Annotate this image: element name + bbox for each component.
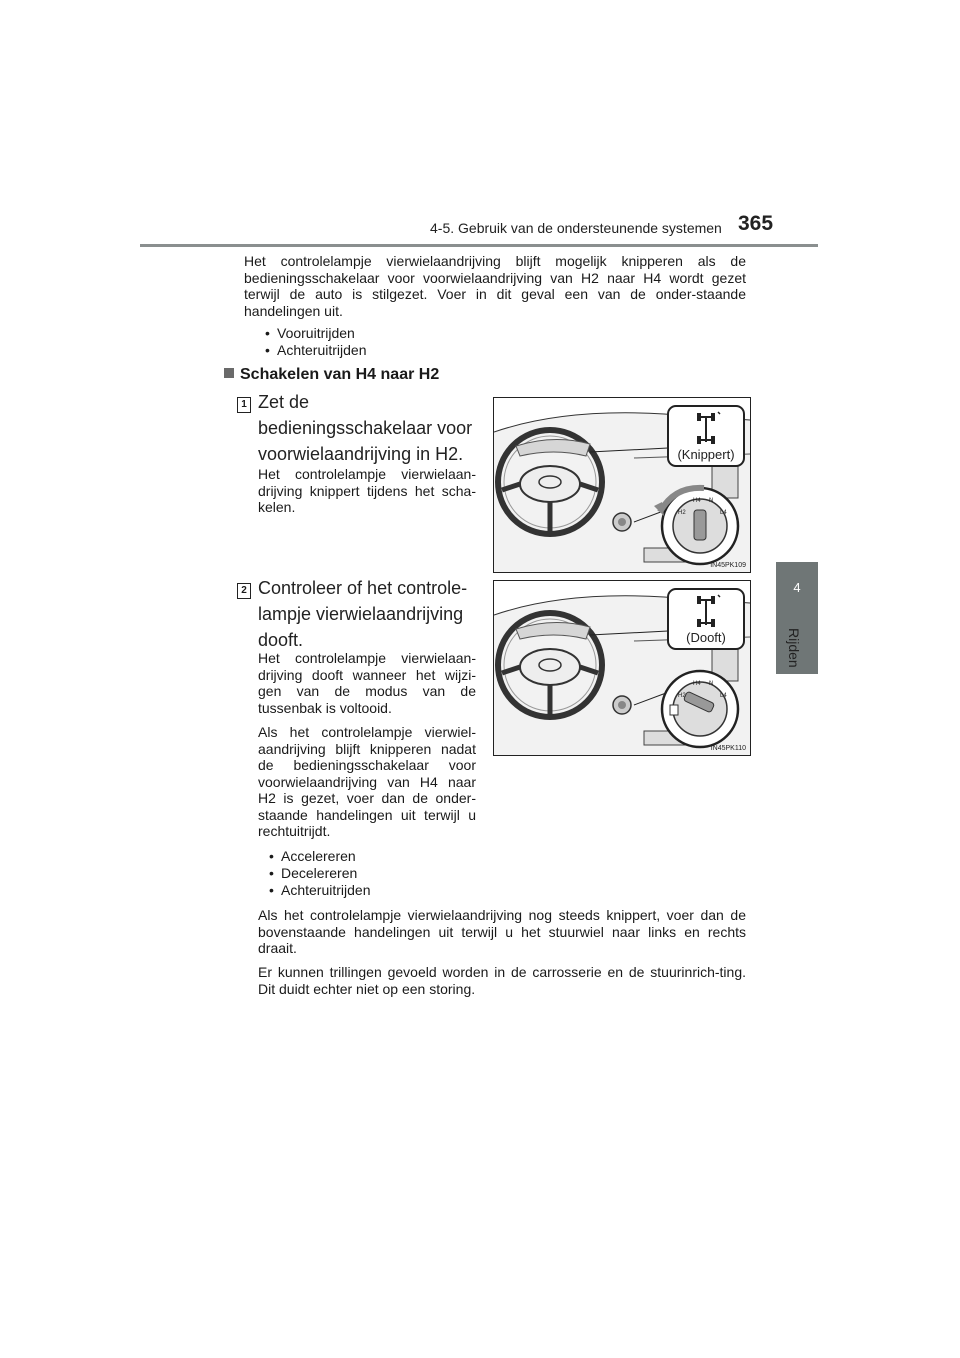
dial-label-n: N [709,681,714,687]
step-2-title: Controleer of het controle-lampje vierwielaandrijving dooft. [258,578,468,650]
dial-label-l4: L4 [720,510,727,516]
intro-bullet-list [254,325,367,359]
dashboard-illustration [494,581,750,755]
step-2-badge: 2 [237,583,251,599]
intro-paragraph: Het controlelampje vierwielaandrijving blijft mogelijk knipperen als de bedieningsschakelaar voor voorwielaandrijving van H2 naar H4 wordt gezet terwijl de auto is stilgezet. Voer in dit geval een van de onder-staande handelingen uit. [244,253,746,319]
list-item: • Accelereren [258,848,371,865]
dial-label-n: N [709,498,714,504]
page-number: 365 [738,212,774,235]
step-2-figure [493,580,751,756]
outro-paragraph-2: Er kunnen trillingen gevoeld worden in de carrosserie en de stuurinrich-ting. Dit duidt echter niet op een storing. [258,964,746,997]
figure-callout-label: (Dooft) [686,630,726,645]
step-2-note-detail: Als het controlelampje vierwiel-aandrijving blijft knipperen nadat de bedieningsschakelaar voor voorwielaandrijving van H4 naar H2 is gezet, voer dan de onder-staande handelingen uit terwijl u rechtuitrijdt. [258,724,476,839]
list-item: • Achteruitrijden [258,882,371,899]
section-heading-text: Schakelen van H4 naar H2 [240,366,440,383]
figure-code: IN45PK110 [710,745,746,752]
dashboard-illustration [494,398,750,572]
dial-label-h2: H2 [678,693,686,699]
dial-label-h4: H4 [693,681,701,687]
chapter-label: Rijden [786,628,802,668]
step-2-bullet-list [258,848,371,899]
dial-label-h4: H4 [693,498,701,504]
outro-paragraph-1: Als het controlelampje vierwielaandrijving nog steeds knippert, voer dan de bovenstaande handelingen uit terwijl u het stuurwiel naar links en rechts draait. [258,907,746,956]
step-2-note: Het controlelampje vierwielaan-drijving dooft wanneer het wijzi-gen van de modus van de tussenbak is voltooid. [258,650,476,716]
header-section-title: 4-5. Gebruik van de ondersteunende systemen [430,220,722,236]
list-item: • Decelereren [258,865,371,882]
list-item: • Achteruitrijden [254,342,367,359]
dial-label-h2: H2 [678,510,686,516]
step-1-figure [493,397,751,573]
step-1-badge: 1 [237,397,251,413]
step-1-title: Zet de bedieningsschakelaar voor voorwielaandrijving in H2. [258,392,473,464]
header-divider [140,244,818,247]
figure-callout-label: (Knippert) [677,447,735,462]
dial-label-l4: L4 [720,693,727,699]
section-heading [224,366,439,384]
step-1-note: Het controlelampje vierwielaan-drijving knippert tijdens het scha-kelen. [258,466,476,515]
figure-code: IN45PK109 [710,562,746,569]
chapter-number: 4 [793,580,801,595]
list-item: • Vooruitrijden [254,325,367,342]
square-bullet-icon [224,368,234,378]
